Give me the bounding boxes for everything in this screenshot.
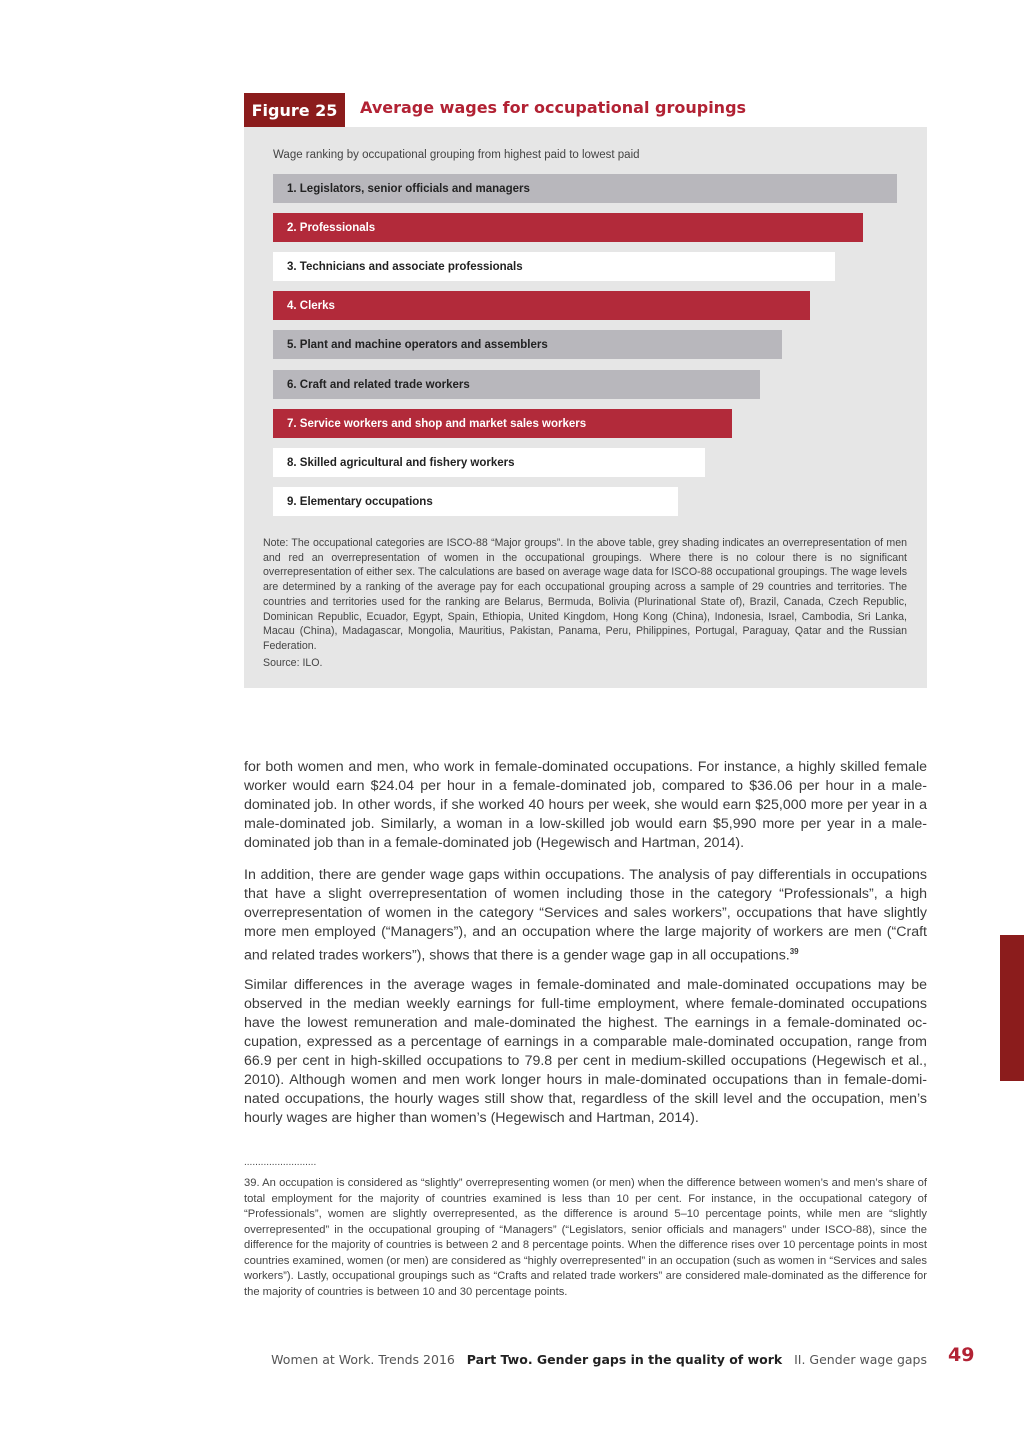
- footer-publication: Women at Work. Trends 2016: [271, 1352, 455, 1367]
- occupation-bar-7: [273, 409, 732, 438]
- occupation-bar-label: 6. Craft and related trade workers: [287, 378, 470, 391]
- occupation-bar-8: [273, 448, 705, 477]
- occupation-bar-label: 4. Clerks: [287, 299, 335, 312]
- occupation-bar-1: [273, 174, 897, 203]
- figure-title: Average wages for occupational groupings: [360, 98, 747, 117]
- occupation-bar-6: [273, 370, 760, 399]
- section-tab: [1000, 935, 1024, 1081]
- body-paragraph-2-text: In addition, there are gender wage gaps within occupations. The analysis of pay differentials in occupations that have a slight overrepresentation of women including those in the category “Professionals”, a high overrepresentation of women in the category “Services and sales workers”, occupations that have slightly more men employed (“Managers”), and an occupation where the large majority of workers are men (“Craft and related trades workers”), shows that there is a gender wage gap in all occupations.: [244, 867, 927, 964]
- occupation-bar-label: 8. Skilled agricultural and fishery workers: [287, 456, 515, 469]
- occupation-bar-label: 7. Service workers and shop and market sales workers: [287, 417, 587, 430]
- footer-section: II. Gender wage gaps: [794, 1352, 927, 1367]
- occupation-bar-9: [273, 487, 678, 516]
- occupation-bar-label: 5. Plant and machine operators and assemblers: [287, 338, 548, 351]
- occupation-bar-label: 3. Technicians and associate professionals: [287, 260, 523, 273]
- occupation-bar-label: 2. Professionals: [287, 221, 376, 234]
- figure-label: Figure 25: [244, 93, 345, 127]
- figure-note: Note: The occupational categories are ISCO-88 “Major groups”. In the above table, grey shading indicates an overrepresentation of men and red an overrepresentation of women in the occupational groupings. Where there is no colour there is no significant overrepresentation of either sex. The calculations are based on average wage data for ISCO-88 occupational groupings. The wage levels are determined by a ranking of the average pay for each occupational grouping across a sample of 29 countries and territories. The countries and territories used for the ranking are Belarus, Bermuda, Bolivia (Plurinational State of), Brazil, Canada, Czech Republic, Dominican Republic, Ecuador, Egypt, Spain, Ethiopia, United Kingdom, Hong Kong (China), Indonesia, Israel, Cambodia, Sri Lanka, Macau (China), Madagascar, Mongolia, Mauritius, Pakistan, Panama, Peru, Philippines, Portugal, Paraguay, Qatar and the Russian Federation.: [263, 537, 907, 652]
- occupation-bar-4: [273, 291, 810, 320]
- occupation-bar-label: 1. Legislators, senior officials and managers: [287, 182, 530, 195]
- occupation-bar-3: [273, 252, 835, 281]
- occupation-bar-5: [273, 330, 782, 359]
- figure-source: Source: ILO.: [263, 657, 323, 669]
- occupation-bar-2: [273, 213, 863, 242]
- figure-subtitle: Wage ranking by occupational grouping from highest paid to lowest paid: [273, 149, 640, 161]
- page-footer: [271, 1352, 927, 1367]
- body-paragraph-3: Similar differences in the average wages in female-dominated and male-dominated occupations may be observed in the median weekly earnings for full-time employment, where female-dominated occupations have the lowest remuneration and male-dominated the highest. The earnings in a female-dominated occupation, expressed as a percentage of earnings in a comparable male-dominated occupation, range from 66.9 per cent in high-skilled occupations to 79.8 per cent in medium-skilled occupations (Hegewisch et al., 2010). Although women and men work longer hours in male-dominated occupations than in female-dominated occupations, the hourly wages still show that, regardless of the skill level and the occupation, men’s hourly wages are higher than women’s (Hegewisch and Hartman, 2014).: [244, 977, 927, 1126]
- footnote-39: 39. An occupation is considered as “slightly” overrepresenting women (or men) when the difference between women’s and men’s share of total employment for the majority of countries examined is less than 10 per cent. For instance, in the occupational category of “Professionals”, women are slightly overrepresented, as the difference is around 5–10 percentage points, while men are “slightly overrepresented” in the occupational grouping of “Managers” (“Legislators, senior officials and managers” under ISCO-88), since the difference for the majority of countries is between 2 and 8 percentage points. When the difference rises over 10 percentage points in most countries examined, women (or men) are considered as “highly overrepresented” in an occupation (such as women in “Services and sales workers”). Lastly, occupational groupings such as “Crafts and related trade workers” are considered male-dominated as the difference for the majority of countries is between 10 and 30 percentage points.: [244, 1177, 927, 1298]
- body-paragraph-1: for both women and men, who work in female-dominated occupations. For instance, a highly skilled female worker would earn $24.04 per hour in a female-dominated job, compared to $36.06 per hour in a male-dominated job. In other words, if she worked 40 hours per week, she would earn $25,000 more per year in a male-dominated job. Similarly, a woman in a low-skilled job would earn $5,990 more per year in a male-dominated job than in a female-dominated job (Hegewisch and Hartman, 2014).: [244, 759, 927, 851]
- occupation-bar-label: 9. Elementary occupations: [287, 495, 433, 508]
- footnote-divider: ..........................: [244, 1157, 317, 1168]
- footer-part: Part Two. Gender gaps in the quality of work: [466, 1352, 783, 1367]
- body-paragraph-2: [244, 866, 927, 966]
- page-number: 49: [948, 1344, 975, 1366]
- footnote-ref[interactable]: 39: [789, 947, 799, 956]
